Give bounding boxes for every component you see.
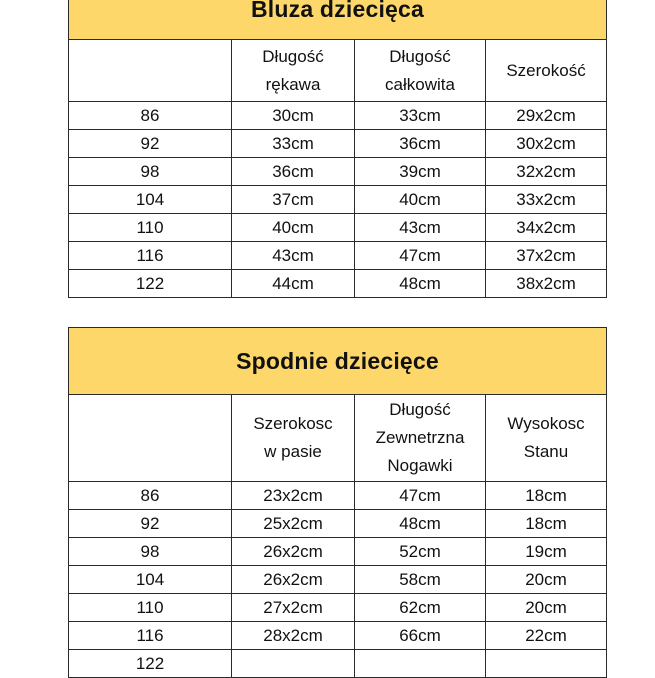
size-cell: 104 [69,186,232,214]
table-title: Bluza dziecięca [69,0,607,40]
col4-cell: 20cm [486,566,607,594]
size-cell: 104 [69,566,232,594]
column-header: Długość całkowita [355,40,486,102]
col4-cell: 20cm [486,594,607,622]
size-cell: 122 [69,650,232,678]
col4-cell: 32x2cm [486,158,607,186]
size-cell: 116 [69,242,232,270]
col4-cell: 33x2cm [486,186,607,214]
col4-cell: 18cm [486,482,607,510]
col2-cell: 25x2cm [232,510,355,538]
table-row [69,482,607,510]
col3-cell: 33cm [355,102,486,130]
col3-cell: 36cm [355,130,486,158]
col3-cell: 66cm [355,622,486,650]
col4-cell [486,650,607,678]
hoodie-size-table [68,0,607,298]
col2-cell: 27x2cm [232,594,355,622]
header-row [69,40,607,102]
size-cell: 110 [69,214,232,242]
col4-cell: 22cm [486,622,607,650]
size-cell: 98 [69,538,232,566]
column-header: Długość Zewnetrzna Nogawki [355,395,486,482]
col4-cell: 19cm [486,538,607,566]
col3-cell: 48cm [355,510,486,538]
pants-size-table [68,327,607,678]
size-cell: 122 [69,270,232,298]
col3-cell: 47cm [355,242,486,270]
col4-cell: 18cm [486,510,607,538]
col3-cell: 40cm [355,186,486,214]
table-row [69,186,607,214]
header-row [69,395,607,482]
col2-cell: 26x2cm [232,538,355,566]
table-row [69,158,607,186]
size-cell: 86 [69,482,232,510]
column-header [69,40,232,102]
col2-cell: 33cm [232,130,355,158]
table-row [69,270,607,298]
table-row [69,650,607,678]
table-row [69,566,607,594]
col2-cell: 28x2cm [232,622,355,650]
table-row [69,214,607,242]
col4-cell: 38x2cm [486,270,607,298]
table-title-row [69,328,607,395]
size-cell: 110 [69,594,232,622]
col2-cell: 43cm [232,242,355,270]
col3-cell: 52cm [355,538,486,566]
col2-cell [232,650,355,678]
size-cell: 92 [69,130,232,158]
table-row [69,510,607,538]
table-row [69,130,607,158]
col2-cell: 40cm [232,214,355,242]
size-cell: 92 [69,510,232,538]
col4-cell: 37x2cm [486,242,607,270]
col2-cell: 26x2cm [232,566,355,594]
column-header [69,395,232,482]
table-row [69,622,607,650]
column-header: Wysokosc Stanu [486,395,607,482]
col3-cell: 43cm [355,214,486,242]
col4-cell: 34x2cm [486,214,607,242]
table-title-row [69,0,607,40]
table-row [69,102,607,130]
col2-cell: 36cm [232,158,355,186]
size-cell: 116 [69,622,232,650]
column-header: Szerokosc w pasie [232,395,355,482]
col2-cell: 44cm [232,270,355,298]
col4-cell: 30x2cm [486,130,607,158]
col3-cell [355,650,486,678]
col4-cell: 29x2cm [486,102,607,130]
column-header: Szerokość [486,40,607,102]
table-row [69,242,607,270]
table-row [69,538,607,566]
size-cell: 86 [69,102,232,130]
table-row [69,594,607,622]
column-header: Długość rękawa [232,40,355,102]
col2-cell: 23x2cm [232,482,355,510]
col2-cell: 37cm [232,186,355,214]
col2-cell: 30cm [232,102,355,130]
col3-cell: 48cm [355,270,486,298]
col3-cell: 58cm [355,566,486,594]
size-cell: 98 [69,158,232,186]
col3-cell: 62cm [355,594,486,622]
col3-cell: 47cm [355,482,486,510]
table-title: Spodnie dziecięce [69,328,607,395]
col3-cell: 39cm [355,158,486,186]
